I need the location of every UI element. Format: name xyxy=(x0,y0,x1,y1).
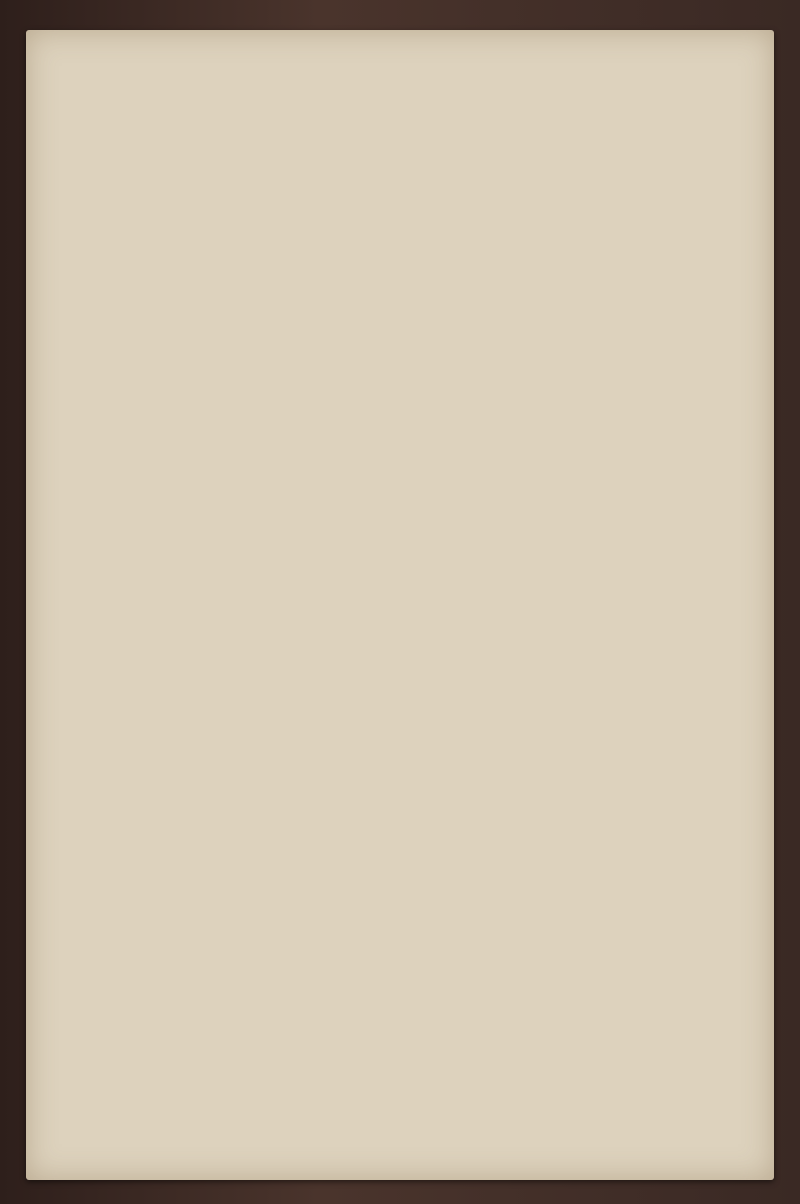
book-page xyxy=(26,30,774,1180)
